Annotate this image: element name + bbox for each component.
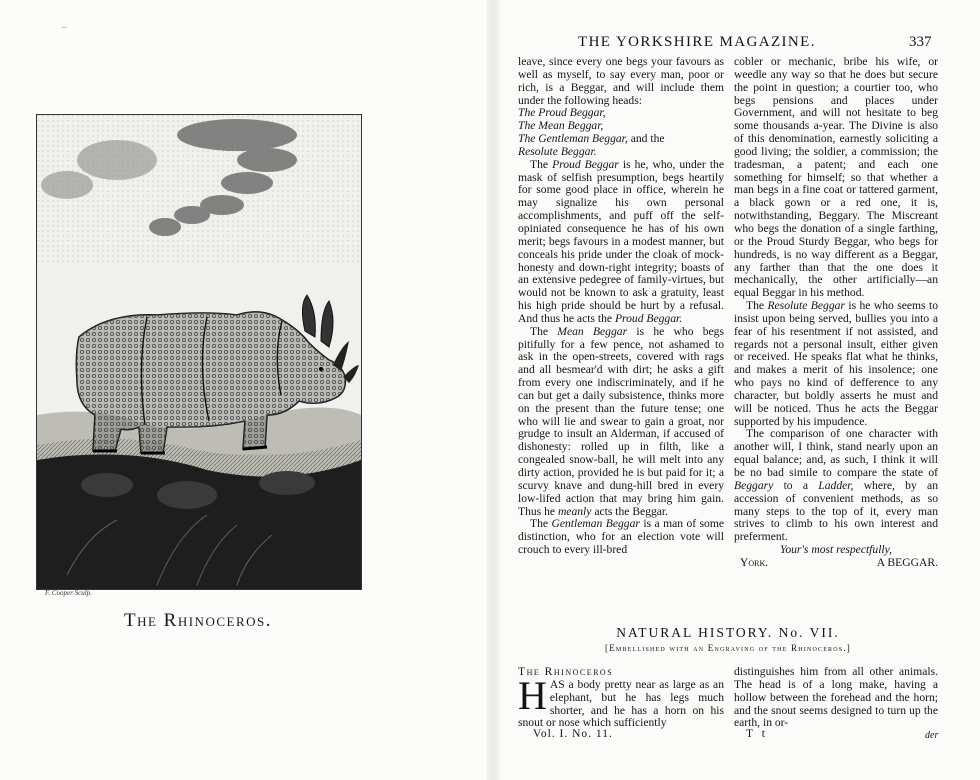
letter-place: York. [740, 555, 769, 569]
article-heading: The Rhinoceros [518, 665, 614, 678]
text-run: is he who begs pitifully for a few pence, not ashamed to ask in the open-streets, covered with rags and all besmear'd with dirt; he asks a gift from every one indiscriminately, and if he can but get a daily subsistence, thinks more on the present than the future tense; one who will lie and swear to gain a groat, nor grudge to insult an Alderman, if accused of dishonesty: rolled up in filth, like a congealed snow-ball, he will melt into any dirty action, provided he is but paid for it; a scurvy knave and dung-hill bred in every low-lifed action that may bring him gain. Thus he [518, 324, 724, 518]
paragraph: leave, since every one begs your favours as well as myself, to say every man, poor or rich, is a Beggar, and will include them under the following heads: [518, 55, 724, 107]
beggar-class: Resolute Beggar. [518, 144, 597, 158]
text-run: The [746, 299, 765, 313]
sheet-mark: T t [746, 728, 768, 740]
beggar-class-line [518, 133, 724, 146]
text-column-left [518, 56, 724, 557]
article-paragraph [518, 672, 724, 730]
page-speck: – [62, 22, 67, 33]
text-run: The comparison of one character with another will, I think, stand nearly upon an equal balance; and, as such, I think it will be no bad simile to compare the state of [734, 427, 938, 479]
article-column-left [518, 666, 724, 730]
engraver-credit: F. Cooper Sculp. [45, 589, 92, 597]
section-subtitle: [Embellished with an Engraving of the Rhinoceros.] [605, 643, 851, 653]
text-run: The [530, 324, 549, 338]
letter-closing: Your's most respectfully, [779, 543, 893, 557]
text-run: where, by an accession of convenient methods, as so many steps to the top of it, every man strives to climb to his own interest and preferment. [734, 478, 938, 544]
rhinoceros-engraving [36, 114, 362, 590]
drop-cap: H [518, 672, 547, 718]
beggar-class: The Proud Beggar, [518, 106, 606, 120]
running-title: THE YORKSHIRE MAGAZINE. [578, 34, 816, 50]
text-run: acts the Beggar. [594, 504, 669, 518]
article-column-right [734, 666, 938, 730]
term: Ladder, [818, 478, 854, 492]
letter-signature: A BEGGAR. [876, 555, 938, 569]
text-run: is he who seems to insist upon being served, bullies you into a fear of his resentment if not assisted, and regards not a personal insult, either given or received. He speaks flat what he thinks, and makes a merit of his insolence; one who pays no kind of defference to any character, but boldly asserts he must and will be noticed. Thus he acts the Beggar supported by his impudence. [734, 299, 938, 428]
letter-signature-line [734, 557, 938, 570]
article-paragraph: distinguishes him from all other animals. The head is of a long make, having a hollow between the forehead and the horn; and the snout seems designed to turn up the earth, in or- [734, 665, 938, 730]
text-run: to a [783, 478, 809, 492]
engraving-illustration [37, 115, 361, 589]
class-suffix: and the [630, 132, 665, 146]
term: meanly [557, 504, 592, 518]
text-run: AS a body pretty near as large as an elephant, but he has legs much shorter, and he has a horn on his snout or nose which sufficiently [518, 677, 724, 730]
section-title: NATURAL HISTORY. No. VII. [616, 625, 840, 640]
text-run: The [530, 517, 549, 531]
paragraph [734, 300, 938, 428]
term: Proud Beggar. [614, 311, 683, 325]
book-gutter [486, 0, 500, 780]
page-number: 337 [909, 34, 932, 50]
catchword: der [925, 730, 939, 741]
paragraph [734, 428, 938, 544]
paragraph: cobler or mechanic, bribe his wife, or weedle any way so that he does but secure the point in question; a courtier too, who begs pensions and places under Government, and will not hesitate to beg some thousands a-year. The Divine is also of this denomination, earnestly soliciting a good living; the soldier, a commission; the tradesman, a patent; and each one something for himself; so that whether a man begs in a fine coat or tattered garment, a black gown or a red one, it is, notwithstanding, Beggary. The Miscreant who begs the donation of a single farthing, or the Proud Sturdy Beggar, who begs for hundreds, is no way different as a Beggar, any farther than that the one does it mechanically, the other artificially—an equal Beggar in his method. [734, 55, 938, 300]
paragraph [518, 326, 724, 519]
term: Resolute Beggar [767, 299, 845, 313]
term: Gentleman Beggar [551, 517, 640, 531]
text-run: The [530, 157, 549, 171]
text-run: is he, who, under the mask of selfish presumption, begs heartily for some good place in office, wherein he may signalize his own personal accomplishments, and puff off the self-opiniated consequence he has of his own merit; begs favours in a modest manner, but conceals his pride under the cloak of mock-honesty and down-right integrity; boasts of an extensive pedegree of family-virtues, but would not be known to ask a gratuity, least his high pride should be hurt by a refusal. And thus he acts the [518, 157, 724, 325]
beggar-class: The Mean Beggar, [518, 119, 604, 133]
paragraph [518, 159, 724, 326]
beggar-class: The Gentleman Beggar, [518, 132, 628, 146]
paragraph [518, 518, 724, 557]
text-run: is a man of some distinction, who for an election vote will crouch to every ill-bred [518, 517, 725, 557]
text-column-right [734, 56, 938, 570]
signature-mark: Vol. I. No. 11. [533, 728, 613, 740]
term: Proud Beggar [552, 157, 619, 171]
plate-title: The Rhinoceros. [123, 610, 272, 631]
term: Beggary [734, 478, 774, 492]
term: Mean Beggar [557, 324, 628, 338]
